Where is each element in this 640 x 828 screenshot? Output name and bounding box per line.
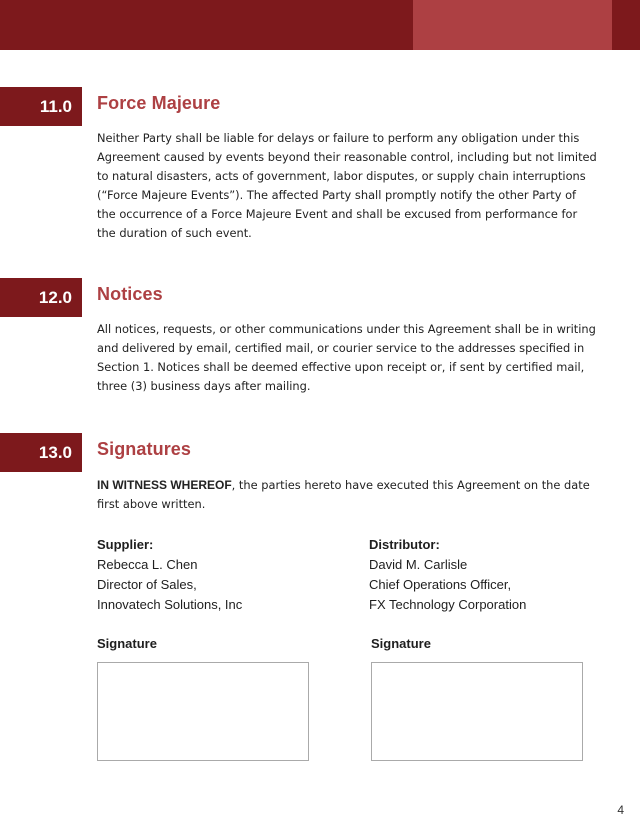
distributor-company: FX Technology Corporation: [369, 597, 527, 612]
supplier-name: Rebecca L. Chen: [97, 557, 198, 572]
section-title: Notices: [97, 284, 163, 304]
header-accent-block: [413, 0, 612, 50]
supplier-block: [97, 535, 242, 615]
supplier-signature-label: Signature: [97, 636, 157, 651]
distributor-signature-box[interactable]: [371, 662, 583, 761]
section-title: Signatures: [97, 439, 192, 459]
distributor-block: [369, 535, 526, 615]
header-banner: [0, 0, 640, 50]
section-body: Neither Party shall be liable for delays or failure to perform any obligation under this Agreement caused by events beyond their reasonable control, including but not limited to natural disasters, acts of government, labor disputes, or supply chain interruptions (“Force Majeure Events”). The affected Party shall promptly notify the other Party of the occurrence of a Force Majeure Event and shall be excused from performance for the duration of such event.: [97, 131, 597, 240]
supplier-title: Director of Sales,: [97, 577, 197, 592]
witness-text: , the parties hereto have executed this Agreement on the date first above written.: [97, 478, 590, 511]
page-number: 4: [617, 803, 624, 817]
distributor-title: Chief Operations Officer,: [369, 577, 512, 592]
distributor-label: Distributor:: [369, 537, 440, 552]
witness-clause: IN WITNESS WHEREOF: [97, 478, 232, 492]
distributor-signature-label: Signature: [371, 636, 431, 651]
supplier-signature-box[interactable]: [97, 662, 309, 761]
supplier-company: Innovatech Solutions, Inc: [97, 597, 243, 612]
section-number: 12.0: [0, 278, 82, 317]
section-body: [97, 476, 597, 514]
section-title: Force Majeure: [97, 93, 221, 113]
distributor-name: David M. Carlisle: [369, 557, 468, 572]
section-number: 11.0: [0, 87, 82, 126]
section-number: 13.0: [0, 433, 82, 472]
section-body: All notices, requests, or other communications under this Agreement shall be in writing and delivered by email, certified mail, or courier service to the addresses specified in Section 1. Notices shall be deemed effective upon receipt or, if sent by certified mail, three (3) business days after mailing.: [97, 322, 596, 393]
supplier-label: Supplier:: [97, 537, 154, 552]
